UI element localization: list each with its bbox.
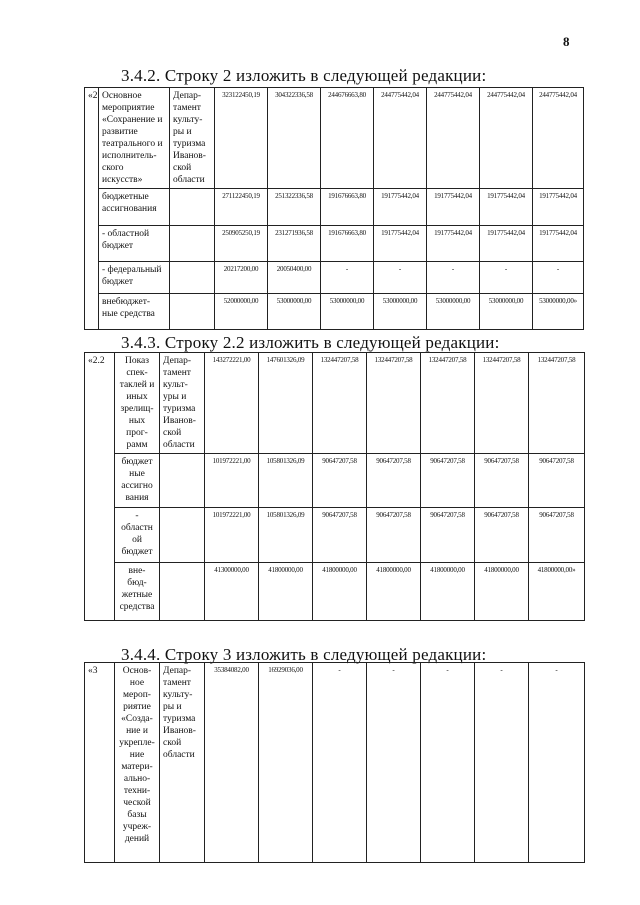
- value-cell: 101972221,00: [205, 454, 259, 508]
- cell-text-line: матери-: [121, 762, 153, 772]
- cell-text-line: искусств»: [102, 175, 143, 185]
- cell-text-line: Иванов-: [163, 416, 196, 426]
- value-cell: 41800000,00: [367, 563, 421, 621]
- executor-cell: [170, 88, 215, 189]
- cell-text-line: культу-: [173, 115, 203, 125]
- cell-text-line: бюджет: [121, 547, 153, 557]
- value-cell: 53000000,00: [374, 294, 427, 330]
- cell-text-line: таклей и: [119, 380, 155, 390]
- cell-text-line: культ-: [163, 380, 188, 390]
- value-cell: 191775442,04: [533, 189, 584, 226]
- value-cell: -: [480, 262, 533, 294]
- value-cell: 191775442,04: [480, 226, 533, 262]
- cell-text-line: ных: [128, 416, 146, 426]
- cell-text-line: тамент: [173, 103, 201, 113]
- cell-text-line: Депар-: [163, 356, 192, 366]
- value-cell: -: [374, 262, 427, 294]
- cell-text-line: тамент: [163, 678, 191, 688]
- value-cell: 35384082,00: [205, 663, 259, 863]
- executor-cell-empty: [170, 189, 215, 226]
- value-cell: 90647207,58: [529, 508, 585, 563]
- table-row-3: [84, 662, 585, 863]
- value-cell: -: [529, 663, 585, 863]
- value-cell: 250905250,19: [215, 226, 268, 262]
- value-cell: 90647207,58: [475, 454, 529, 508]
- label-cell: [115, 563, 160, 621]
- cell-text-line: ассигнования: [102, 204, 157, 214]
- value-cell: 132447207,58: [367, 353, 421, 454]
- value-cell: 53000000,00: [427, 294, 480, 330]
- cell-text-line: мероприятие: [102, 103, 155, 113]
- value-cell: 244775442,04: [427, 88, 480, 189]
- page-number: 8: [563, 34, 570, 49]
- cell-text-line: «Созда-: [121, 714, 153, 724]
- cell-text-line: учреж-: [122, 822, 152, 832]
- value-cell: 191775442,04: [480, 189, 533, 226]
- cell-text-line: области: [163, 750, 195, 760]
- value-cell: 244775442,04: [480, 88, 533, 189]
- cell-text-line: бюджет: [102, 241, 134, 251]
- value-cell: 191775442,04: [427, 189, 480, 226]
- value-cell: 323122450,19: [215, 88, 268, 189]
- value-cell: 132447207,58: [475, 353, 529, 454]
- value-cell: 191676663,80: [321, 226, 374, 262]
- label-cell: [115, 663, 160, 863]
- cell-text-line: средства: [119, 602, 155, 612]
- value-cell: 105801326,09: [259, 454, 313, 508]
- value-cell: 41300000,00: [205, 563, 259, 621]
- cell-text-line: туризма: [163, 404, 196, 414]
- value-cell: 251322336,58: [268, 189, 321, 226]
- value-cell: 41800000,00: [475, 563, 529, 621]
- cell-text-line: ное: [129, 678, 145, 688]
- cell-text-line: ные: [129, 469, 145, 479]
- cell-text-line: Основное: [102, 91, 142, 101]
- table-row-2: [84, 87, 584, 330]
- value-cell: -: [367, 663, 421, 863]
- cell-text-line: дений: [124, 834, 150, 844]
- cell-text-line: спек-: [126, 368, 148, 378]
- table-row-2-2: [84, 352, 585, 621]
- value-cell: -: [533, 262, 584, 294]
- value-cell: 90647207,58: [313, 508, 367, 563]
- value-cell: -: [475, 663, 529, 863]
- value-cell: 53000000,00: [268, 294, 321, 330]
- label-cell: [115, 508, 160, 563]
- cell-text-line: внебюджет-: [102, 297, 151, 307]
- executor-cell-empty: [160, 508, 205, 563]
- cell-text-line: ние и: [126, 726, 148, 736]
- row-code: «2: [85, 88, 99, 330]
- cell-text-line: развитие: [102, 127, 138, 137]
- value-cell: 53000000,00»: [533, 294, 584, 330]
- cell-text-line: жетные: [121, 590, 153, 600]
- value-cell: 244775442,04: [374, 88, 427, 189]
- cell-text-line: ры и: [173, 127, 192, 137]
- value-cell: 244676663,80: [321, 88, 374, 189]
- cell-text-line: Основ-: [122, 666, 152, 676]
- value-cell: 41800000,00: [259, 563, 313, 621]
- row-code: «3: [85, 663, 115, 863]
- cell-text-line: областн: [121, 523, 153, 533]
- cell-text-line: ой: [132, 535, 142, 545]
- cell-text-line: Показ: [124, 356, 150, 366]
- value-cell: 90647207,58: [313, 454, 367, 508]
- cell-text-line: - федеральный: [102, 265, 162, 275]
- value-cell: 304322336,58: [268, 88, 321, 189]
- value-cell: 191775442,04: [427, 226, 480, 262]
- executor-cell: [160, 663, 205, 863]
- cell-text-line: ние: [129, 750, 145, 760]
- cell-text-line: иных: [126, 392, 148, 402]
- value-cell: 53000000,00: [480, 294, 533, 330]
- cell-text-line: Депар-: [173, 91, 202, 101]
- value-cell: 53000000,00: [321, 294, 374, 330]
- value-cell: 147601326,09: [259, 353, 313, 454]
- label-cell: [99, 226, 170, 262]
- cell-text-line: - областной: [102, 229, 150, 239]
- cell-text-line: Депар-: [163, 666, 192, 676]
- cell-text-line: Иванов-: [173, 151, 206, 161]
- cell-text-line: культу-: [163, 690, 193, 700]
- cell-text-line: ской: [173, 163, 192, 173]
- cell-text-line: Иванов-: [163, 726, 196, 736]
- cell-text-line: уры и: [163, 392, 187, 402]
- value-cell: 132447207,58: [421, 353, 475, 454]
- value-cell: 90647207,58: [475, 508, 529, 563]
- value-cell: 41800000,00: [313, 563, 367, 621]
- value-cell: 191775442,04: [374, 189, 427, 226]
- cell-text-line: исполнитель-: [102, 151, 157, 161]
- value-cell: 20217200,00: [215, 262, 268, 294]
- executor-cell-empty: [170, 226, 215, 262]
- cell-text-line: техни-: [123, 786, 151, 796]
- cell-text-line: укрепле-: [119, 738, 155, 748]
- value-cell: -: [427, 262, 480, 294]
- cell-text-line: рамм: [126, 440, 148, 450]
- label-cell: [115, 454, 160, 508]
- label-cell: [99, 294, 170, 330]
- cell-text-line: базы: [127, 810, 147, 820]
- value-cell: 90647207,58: [421, 508, 475, 563]
- cell-text-line: ческой: [123, 798, 151, 808]
- value-cell: 132447207,58: [313, 353, 367, 454]
- value-cell: 271122450,19: [215, 189, 268, 226]
- label-cell: [115, 353, 160, 454]
- value-cell: 191775442,04: [533, 226, 584, 262]
- cell-text-line: ского: [102, 163, 124, 173]
- cell-text-line: -: [135, 511, 139, 521]
- cell-text-line: ные средства: [102, 309, 155, 319]
- value-cell: -: [313, 663, 367, 863]
- value-cell: 90647207,58: [367, 508, 421, 563]
- value-cell: 101972221,00: [205, 508, 259, 563]
- section-heading-3-4-3: 3.4.3. Строку 2.2 изложить в следующей редакции:: [121, 333, 500, 352]
- cell-text-line: «Сохранение и: [102, 115, 163, 125]
- value-cell: 244775442,04: [533, 88, 584, 189]
- row-code: «2.2: [85, 353, 115, 621]
- cell-text-line: туризма: [163, 714, 196, 724]
- cell-text-line: вне-: [128, 566, 146, 576]
- cell-text-line: бюджет: [102, 277, 134, 287]
- value-cell: -: [321, 262, 374, 294]
- section-heading-3-4-2: 3.4.2. Строку 2 изложить в следующей редакции:: [121, 66, 487, 85]
- value-cell: 41800000,00: [421, 563, 475, 621]
- cell-text-line: ры и: [163, 702, 182, 712]
- executor-cell-empty: [160, 563, 205, 621]
- label-cell: [99, 189, 170, 226]
- cell-text-line: бюджет: [121, 457, 153, 467]
- cell-text-line: тамент: [163, 368, 191, 378]
- value-cell: 41800000,00»: [529, 563, 585, 621]
- value-cell: 132447207,58: [529, 353, 585, 454]
- cell-text-line: ально-: [123, 774, 151, 784]
- cell-text-line: ской: [163, 428, 182, 438]
- value-cell: 105801326,09: [259, 508, 313, 563]
- value-cell: 16929036,00: [259, 663, 313, 863]
- value-cell: -: [421, 663, 475, 863]
- cell-text-line: зрелищ-: [120, 404, 154, 414]
- section-heading-3-4-4: 3.4.4. Строку 3 изложить в следующей редакции:: [121, 645, 487, 664]
- value-cell: 191676663,80: [321, 189, 374, 226]
- label-cell: [99, 88, 170, 189]
- value-cell: 20050400,00: [268, 262, 321, 294]
- cell-text-line: театрального и: [102, 139, 163, 149]
- value-cell: 191775442,04: [374, 226, 427, 262]
- cell-text-line: прог-: [126, 428, 148, 438]
- cell-text-line: бюджетные: [102, 192, 149, 202]
- cell-text-line: туризма: [173, 139, 206, 149]
- value-cell: 52000000,00: [215, 294, 268, 330]
- label-cell: [99, 262, 170, 294]
- value-cell: 143272221,00: [205, 353, 259, 454]
- executor-cell-empty: [160, 454, 205, 508]
- cell-text-line: риятие: [123, 702, 151, 712]
- cell-text-line: бюд-: [127, 578, 147, 588]
- cell-text-line: области: [163, 440, 195, 450]
- cell-text-line: области: [173, 175, 205, 185]
- cell-text-line: мероп-: [123, 690, 151, 700]
- cell-text-line: ской: [163, 738, 182, 748]
- value-cell: 90647207,58: [529, 454, 585, 508]
- executor-cell: [160, 353, 205, 454]
- cell-text-line: вания: [125, 493, 149, 503]
- value-cell: 231271936,58: [268, 226, 321, 262]
- executor-cell-empty: [170, 262, 215, 294]
- cell-text-line: ассигно: [121, 481, 153, 491]
- value-cell: 90647207,58: [421, 454, 475, 508]
- executor-cell-empty: [170, 294, 215, 330]
- value-cell: 90647207,58: [367, 454, 421, 508]
